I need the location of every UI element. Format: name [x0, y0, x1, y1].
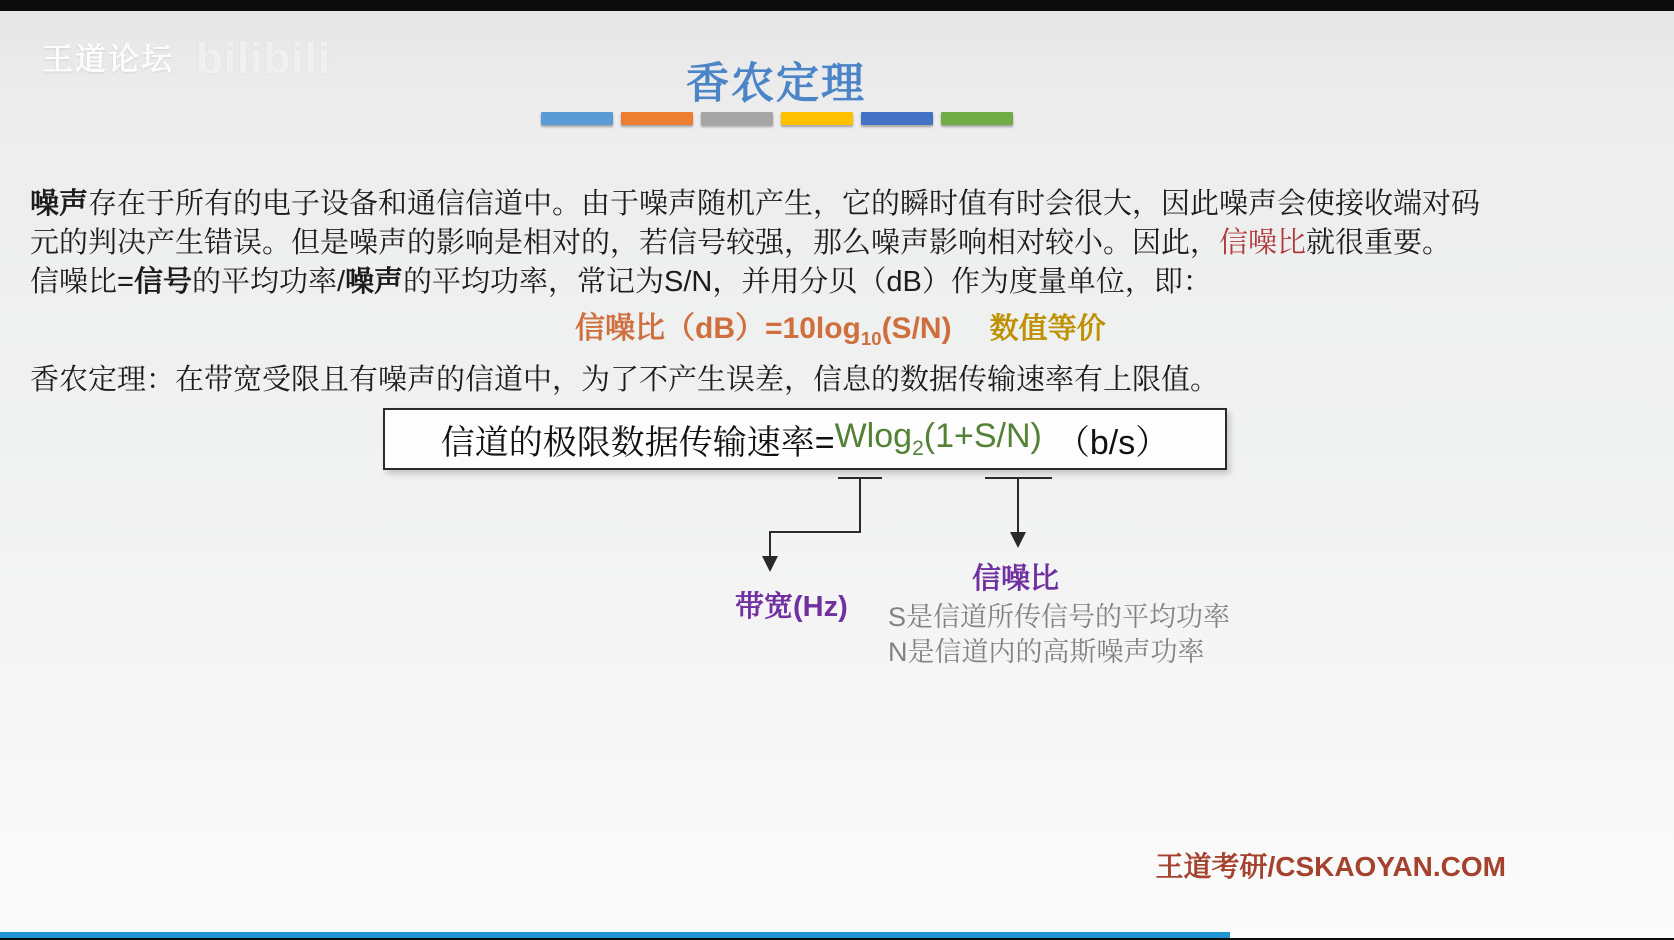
divider-bar	[781, 112, 853, 125]
noise-paragraph-line2: 元的判决产生错误。但是噪声的影响是相对的，若信号较强，那么噪声影响相对较小。因此，信噪比就很重要。	[30, 227, 1452, 259]
log-base-subscript: 10	[860, 328, 882, 349]
numeric-equivalence-note: 数值等价	[989, 313, 1106, 345]
snr-label: 信噪比	[972, 563, 1060, 595]
slide-title: 香农定理	[686, 60, 866, 108]
snr-definition-line: 信噪比=信号的平均功率/噪声的平均功率，常记为S/N，并用分贝（dB）作为度量单位，即：	[30, 266, 1212, 298]
channel-capacity-formula-box	[383, 408, 1227, 470]
divider-bar	[861, 112, 933, 125]
divider-bar	[701, 112, 773, 125]
snr-db-formula: 信噪比$(dB)=10\log_{10}(S/N)$	[575, 312, 952, 349]
snr-description-line2: N是信道内的高斯噪声功率	[888, 637, 1205, 667]
footer-brand: 王道考研/CSKAOYAN.COM	[1155, 851, 1506, 882]
watermark	[42, 34, 332, 84]
capacity-formula-unit: （b/s）	[1055, 423, 1170, 462]
divider-bar	[621, 112, 693, 125]
capacity-formula-label: 信道的极限数据传输速率=	[440, 423, 835, 462]
snr-description	[888, 600, 1230, 670]
snr-callout-arrow	[985, 478, 1052, 546]
noise-term-bold: 噪声	[30, 188, 89, 220]
divider-bar	[941, 112, 1013, 125]
noise-term-bold2: 噪声	[345, 266, 404, 298]
bandwidth-label: 带宽(Hz)	[735, 591, 848, 623]
title-divider-bars	[541, 112, 1013, 125]
signal-term-bold: 信号	[133, 266, 192, 298]
letterbox-top-bar	[0, 0, 1674, 11]
snr-formula-row	[575, 303, 1106, 350]
snr-description-line1: S是信道所传信号的平均功率	[888, 602, 1231, 632]
log-base-2-subscript: 2	[912, 436, 924, 460]
noise-paragraph-line1: 噪声存在于所有的电子设备和通信信道中。由于噪声随机产生，它的瞬时值有时会很大，因此噪声会使接收端对码	[30, 188, 1481, 220]
watermark-brand-text: 王道论坛	[42, 42, 174, 77]
bilibili-logo-watermark: bilibili	[196, 34, 332, 84]
snr-term-highlight: 信噪比	[1219, 227, 1307, 259]
divider-bar	[541, 112, 613, 125]
bandwidth-callout-arrow	[770, 478, 882, 570]
shannon-theorem-line: 香农定理：在带宽受限且有噪声的信道中，为了不产生误差，信息的数据传输速率有上限值。	[30, 364, 1220, 396]
capacity-formula-expression: Wlog$_2$(1+S/N)	[834, 417, 1042, 460]
